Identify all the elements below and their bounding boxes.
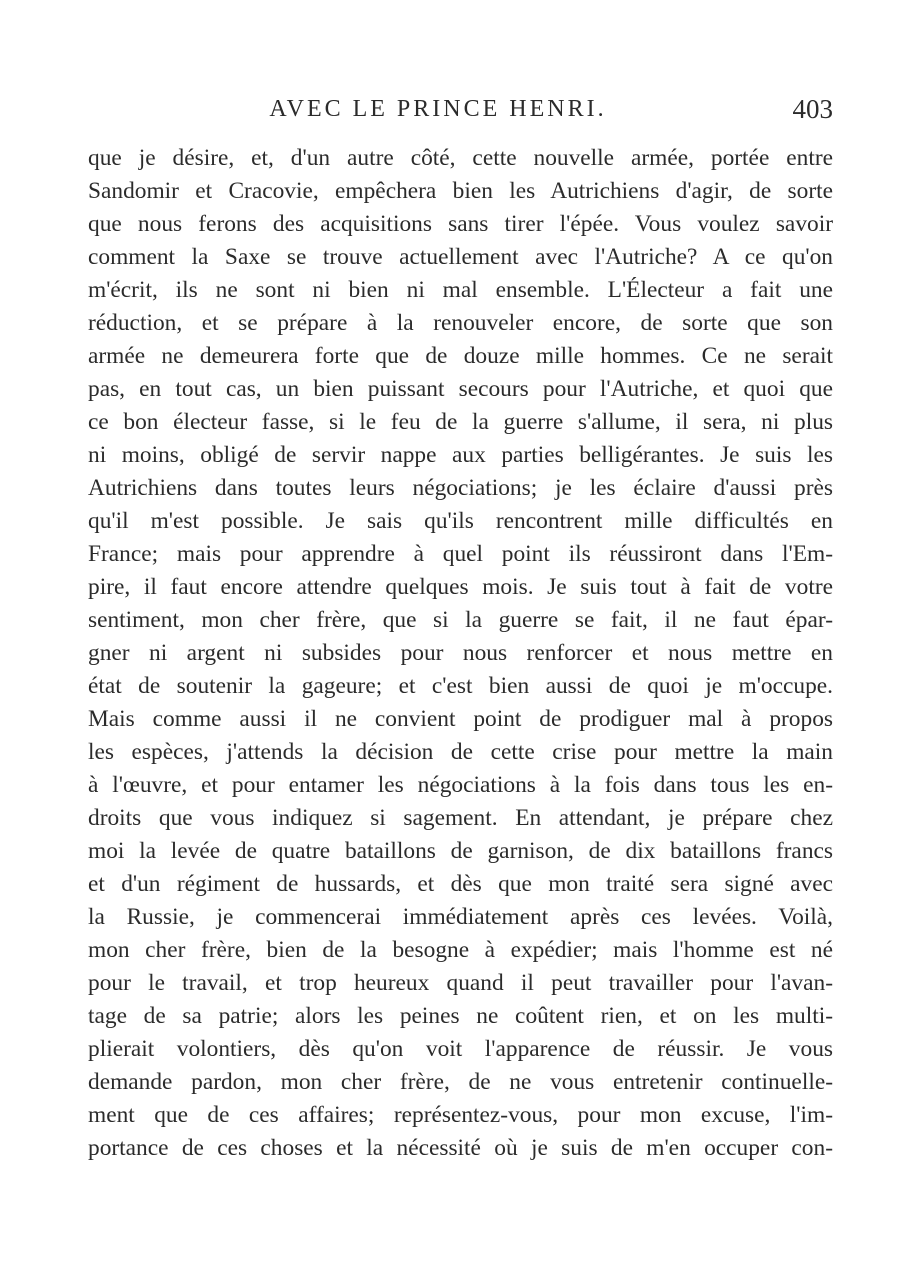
text-line: les espèces, j'attends la décision de cette crise pour mettre la main xyxy=(88,739,833,765)
text-line: Sandomir et Cracovie, empêchera bien les Autrichiens d'agir, de sorte xyxy=(88,178,833,204)
text-line: ment que de ces affaires; représentez-vous, pour mon excuse, l'im- xyxy=(88,1102,833,1128)
text-line: pire, il faut encore attendre quelques mois. Je suis tout à fait de votre xyxy=(88,574,833,600)
text-line: que nous ferons des acquisitions sans tirer l'épée. Vous voulez savoir xyxy=(88,211,833,237)
text-line: m'écrit, ils ne sont ni bien ni mal ensemble. L'Électeur a fait une xyxy=(88,277,833,303)
text-line: et d'un régiment de hussards, et dès que mon traité sera signé avec xyxy=(88,871,833,897)
text-line: gner ni argent ni subsides pour nous renforcer et nous mettre en xyxy=(88,640,833,666)
text-line: réduction, et se prépare à la renouveler encore, de sorte que son xyxy=(88,310,833,336)
text-line: portance de ces choses et la nécessité où je suis de m'en occuper con- xyxy=(88,1135,833,1161)
text-line: moi la levée de quatre bataillons de garnison, de dix bataillons francs xyxy=(88,838,833,864)
text-line: sentiment, mon cher frère, que si la guerre se fait, il ne faut épar- xyxy=(88,607,833,633)
page-number: 403 xyxy=(792,94,833,124)
text-line: pas, en tout cas, un bien puissant secours pour l'Autriche, et quoi que xyxy=(88,376,833,402)
body-text xyxy=(88,142,833,1165)
text-line: droits que vous indiquez si sagement. En attendant, je prépare chez xyxy=(88,805,833,831)
text-line: demande pardon, mon cher frère, de ne vous entretenir continuelle- xyxy=(88,1069,833,1095)
text-line: ce bon électeur fasse, si le feu de la guerre s'allume, il sera, ni plus xyxy=(88,409,833,435)
running-title: AVEC LE PRINCE HENRI. xyxy=(269,96,607,122)
text-line: état de soutenir la gageure; et c'est bien aussi de quoi je m'occupe. xyxy=(88,673,833,699)
text-line: comment la Saxe se trouve actuellement avec l'Autriche? A ce qu'on xyxy=(88,244,833,270)
running-head xyxy=(88,90,833,130)
text-line: armée ne demeurera forte que de douze mille hommes. Ce ne serait xyxy=(88,343,833,369)
text-line: Mais comme aussi il ne convient point de prodiguer mal à propos xyxy=(88,706,833,732)
text-line: plierait volontiers, dès qu'on voit l'apparence de réussir. Je vous xyxy=(88,1036,833,1062)
text-line: Autrichiens dans toutes leurs négociations; je les éclaire d'aussi près xyxy=(88,475,833,501)
text-line: ni moins, obligé de servir nappe aux parties belligérantes. Je suis les xyxy=(88,442,833,468)
text-line: tage de sa patrie; alors les peines ne coûtent rien, et on les multi- xyxy=(88,1003,833,1029)
text-line: pour le travail, et trop heureux quand il peut travailler pour l'avan- xyxy=(88,970,833,996)
text-line: la Russie, je commencerai immédiatement après ces levées. Voilà, xyxy=(88,904,833,930)
text-line: que je désire, et, d'un autre côté, cette nouvelle armée, portée entre xyxy=(88,145,833,171)
text-line: mon cher frère, bien de la besogne à expédier; mais l'homme est né xyxy=(88,937,833,963)
text-line: qu'il m'est possible. Je sais qu'ils rencontrent mille difficultés en xyxy=(88,508,833,534)
text-line: France; mais pour apprendre à quel point ils réussiront dans l'Em- xyxy=(88,541,833,567)
text-line: à l'œuvre, et pour entamer les négociations à la fois dans tous les en- xyxy=(88,772,833,798)
